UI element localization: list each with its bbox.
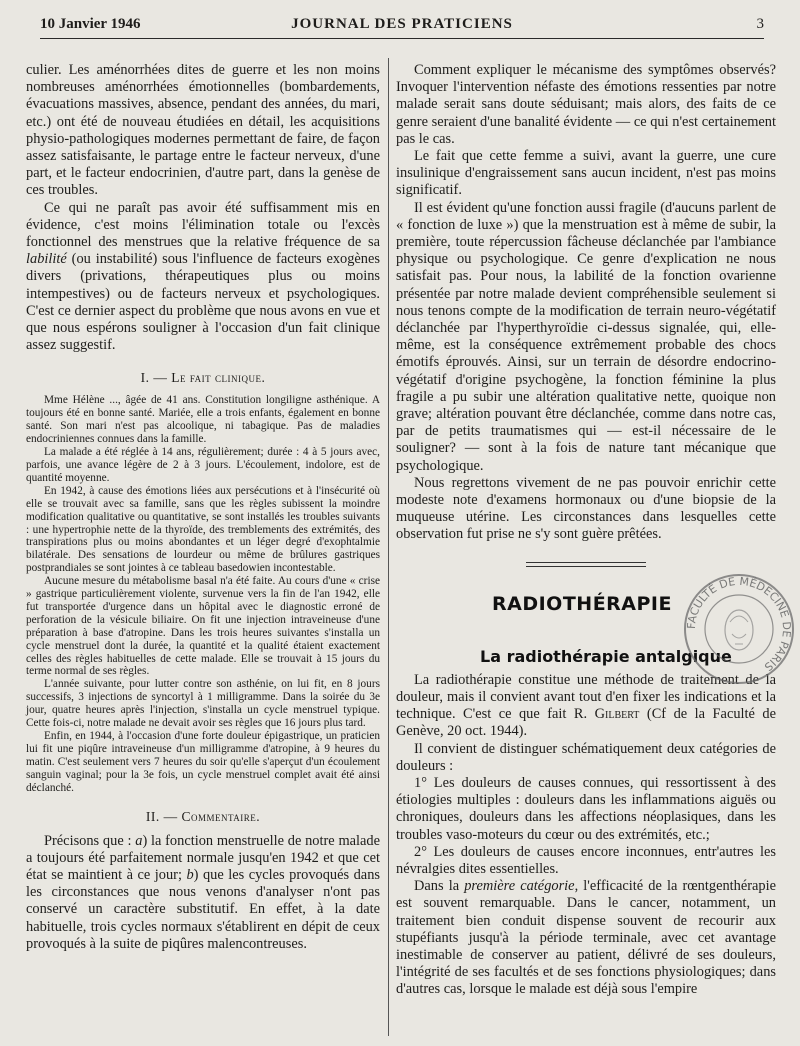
paragraph: Comment expliquer le mécanisme des symptômes observés? Invoquer l'intervention néfaste des émotions ressenties par notre malade serait sans doute séduisant; mais alors, des faits de ce genre seraient d'une banalité évidente — ce qui n'est certainement pas le cas. [396, 62, 776, 147]
library-stamp-icon [680, 570, 798, 688]
paragraph: Nous regrettons vivement de ne pas pouvoir enrichir cette modeste note d'examens hormonaux ou d'une biopsie de la muqueuse utérine. Les circonstances dans lesquelles cette observation fut prise ne s'y sont guère prêtées. [396, 474, 776, 543]
case-paragraph: En 1942, à cause des émotions liées aux persécutions et à l'insécurité où elle se trouvait avec sa famille, sans que les règles subissent la moindre modification qualitative ou quantitative, se sont installés les troubles suivants : une hypertrophie nette de la thyroïde, des tremblements des extrémités, des transpirations plus ou moins abondantes et un léger degré d'exophtalmie bilatérale. Des sensations de lourdeur ou même de brûlures gastriques postprandiales se sont jointes à ce tableau basedowien incontestable. [26, 484, 380, 575]
page-header [40, 14, 764, 39]
case-paragraph: Enfin, en 1944, à l'occasion d'une forte douleur épigastrique, un praticien lui fit une piqûre intraveineuse d'un milligramme d'atropine, à 9 heures du matin. C'est seulement vers 7 heures du soir qu'elle s'aperçut d'un écoulement sanguin vaginal; pour la 3e fois, un cycle menstruel complet avait été ainsi déclanché. [26, 730, 380, 794]
paragraph: Il convient de distinguer schématiquement deux catégories de douleurs : [396, 740, 776, 774]
case-paragraph: Aucune mesure du métabolisme basal n'a été faite. Au cours d'une « crise » gastrique particulièrement violente, survenue vers la fin de l'an 1942, elle fut transportée d'urgence dans un hôpital avec le diagnostic erroné de perforation de la vésicule biliaire. On fit une injection intraveineuse d'une préparation à base d'atropine. Dans les trois heures suivantes s'installa un cycle menstruel dont la durée, la quantité et la qualité étaient exactement celles des règles habituelles de cette malade. Elle se trouvait à 15 jours du terme normal de ses règles. [26, 575, 380, 678]
section-title-fait-clinique: I. — Le fait clinique. [140, 370, 266, 386]
journal-title: JOURNAL DES PRATICIENS [291, 16, 513, 32]
right-column [396, 62, 776, 999]
paragraph: La radiothérapie constitue une méthode de traitement de la douleur, mais il convient avant tout d'en fixer les indications et la technique. C'est ce que fait R. Gilbert (Cf de la Faculté de Genève, 20 oct. 1944). [396, 671, 776, 740]
paragraph: Précisons que : a) la fonction menstruelle de notre malade a toujours été parfaitement normale jusqu'en 1942 et que cet état se maintient à ce jour; b) que les cycles provoqués dans les circonstances que nous venons d'analyser n'ont pas conservé un caractère substitutif. En effet, à la date habituelle, trois cycles normaux s'établirent en dépit de ceux provoqués à la suite de piqûres malencontreuses. [26, 832, 380, 952]
case-paragraph: L'année suivante, pour lutter contre son asthénie, on lui fit, en 8 jours successifs, 3 injections de syncortyl à 1 milligramme. Dans la soirée du 3e jour, quatre heures après l'injection, s'installa un cycle menstruel typique. Cette fois-ci, notre malade ne devait avoir ses règles que 16 jours plus tard. [26, 678, 380, 730]
heading-radiotherapie: RADIOTHÉRAPIE [492, 592, 672, 615]
case-paragraph: La malade a été réglée à 14 ans, régulièrement; durée : 4 à 5 jours avec, parfois, une avance légère de 2 à 3 jours. L'écoulement, indolore, est de quantité moyenne. [26, 446, 380, 484]
heading-radiotherapie-antalgique: La radiothérapie antalgique [480, 646, 732, 666]
paragraph: Le fait que cette femme a suivi, avant la guerre, une cure insulinique d'engraissement sans aucun incident, n'est pas moins significatif. [396, 148, 776, 199]
section-title-commentaire: II. — Commentaire. [145, 808, 261, 824]
section-rule [526, 562, 646, 567]
paragraph: Il est évident qu'une fonction aussi fragile (d'aucuns parlent de « fonction de luxe ») que la menstruation est à même de subir, la première, toute répercussion fâcheuse déclanchée par l'ambiance physique ou psychologique. Ce genre d'explication ne nous satisfait pas. Pour nous, la labilité de la fonction ovarienne présentée par notre malade devient compréhensible seulement si nous tenons compte de la modification de terrain neuro-végétatif déclanchée par l'hyperthyroïdie ci-dessus signalée, qui, elle-même, est la conséquence extrêmement probable des chocs émotifs éprouvés. Ainsi, sur un terrain de désordre endocrino-végétatif d'origine psychogène, la fonction féminine la plus fragile a pu subir une altération qualitative nette, quoique non grave; altération pouvant être déclanchée, comme dans notre cas, par de petits traumatismes qui — est-il nécessaire de le souligner? — sont à la fois de nature tant mécanique que psychologique. [396, 199, 776, 474]
paragraph: Ce qui ne paraît pas avoir été suffisamment mis en évidence, c'est moins l'élimination totale ou l'excès fonctionnel des menstrues que la relative fréquence de sa labilité (ou instabilité) sous l'influence de facteurs exogènes divers (privations, thérapeutiques plus ou moins intempestives) ou de facteurs nerveux et psychologiques. C'est ce dernier aspect du problème que nous avons en vue et que nous espérons souligner à l'occasion d'un fait clinique assez suggestif. [26, 199, 380, 354]
left-column [26, 62, 380, 953]
paragraph: Dans la première catégorie, l'efficacité de la rœntgenthérapie est souvent remarquable. Dans le cancer, notamment, un traitement bien conduit dispense souvent de recourir aux stupéfiants jusqu'à la période terminale, avec cet avantage inestimable de conserver au patient, délivré de ses douleurs, l'intégrité de ses facultés et de ses fonctions physiologiques; dans d'autres cas, lorsque le malade est déjà sous l'empire [396, 878, 776, 998]
page-number: 3 [756, 16, 764, 32]
paragraph: culier. Les aménorrhées dites de guerre et les non moins nombreuses aménorrhées émotionnelles (bombardements, évacuations massives, absence, pendant des années, du mari, etc.) ont été de nouveau étudiées en détail, les acquisitions physio-pathologiques modernes permettant de faire, de façon assez satisfaisante, le partage entre le facteur nerveux, d'une part, et le facteur endocrinien, d'autre part, dans la genèse de ces troubles. [26, 62, 380, 199]
stamp-text: FACULTÉ DE MÉDECINE DE PARIS [684, 574, 794, 674]
column-divider [388, 58, 389, 1036]
case-paragraph: Mme Hélène ..., âgée de 41 ans. Constitution longiligne asthénique. A toujours été en bonne santé. Mariée, elle a trois enfants, également en bonne santé. Son mari n'est pas alcoolique, ni tabagique. Pas de maladies endocriniennes connues dans la famille. [26, 394, 380, 446]
issue-date: 10 Janvier 1946 [40, 16, 141, 32]
paragraph: 2° Les douleurs de causes encore inconnues, entr'autres les névralgies dites essentielles. [396, 843, 776, 877]
paragraph: 1° Les douleurs de causes connues, qui ressortissent à des étiologies multiples : douleurs dans les inflammations aiguës ou chroniques, douleurs dans les affections néoplasiques, dans les troubles vaso-moteurs du cœur ou des extrémités, etc.; [396, 774, 776, 843]
